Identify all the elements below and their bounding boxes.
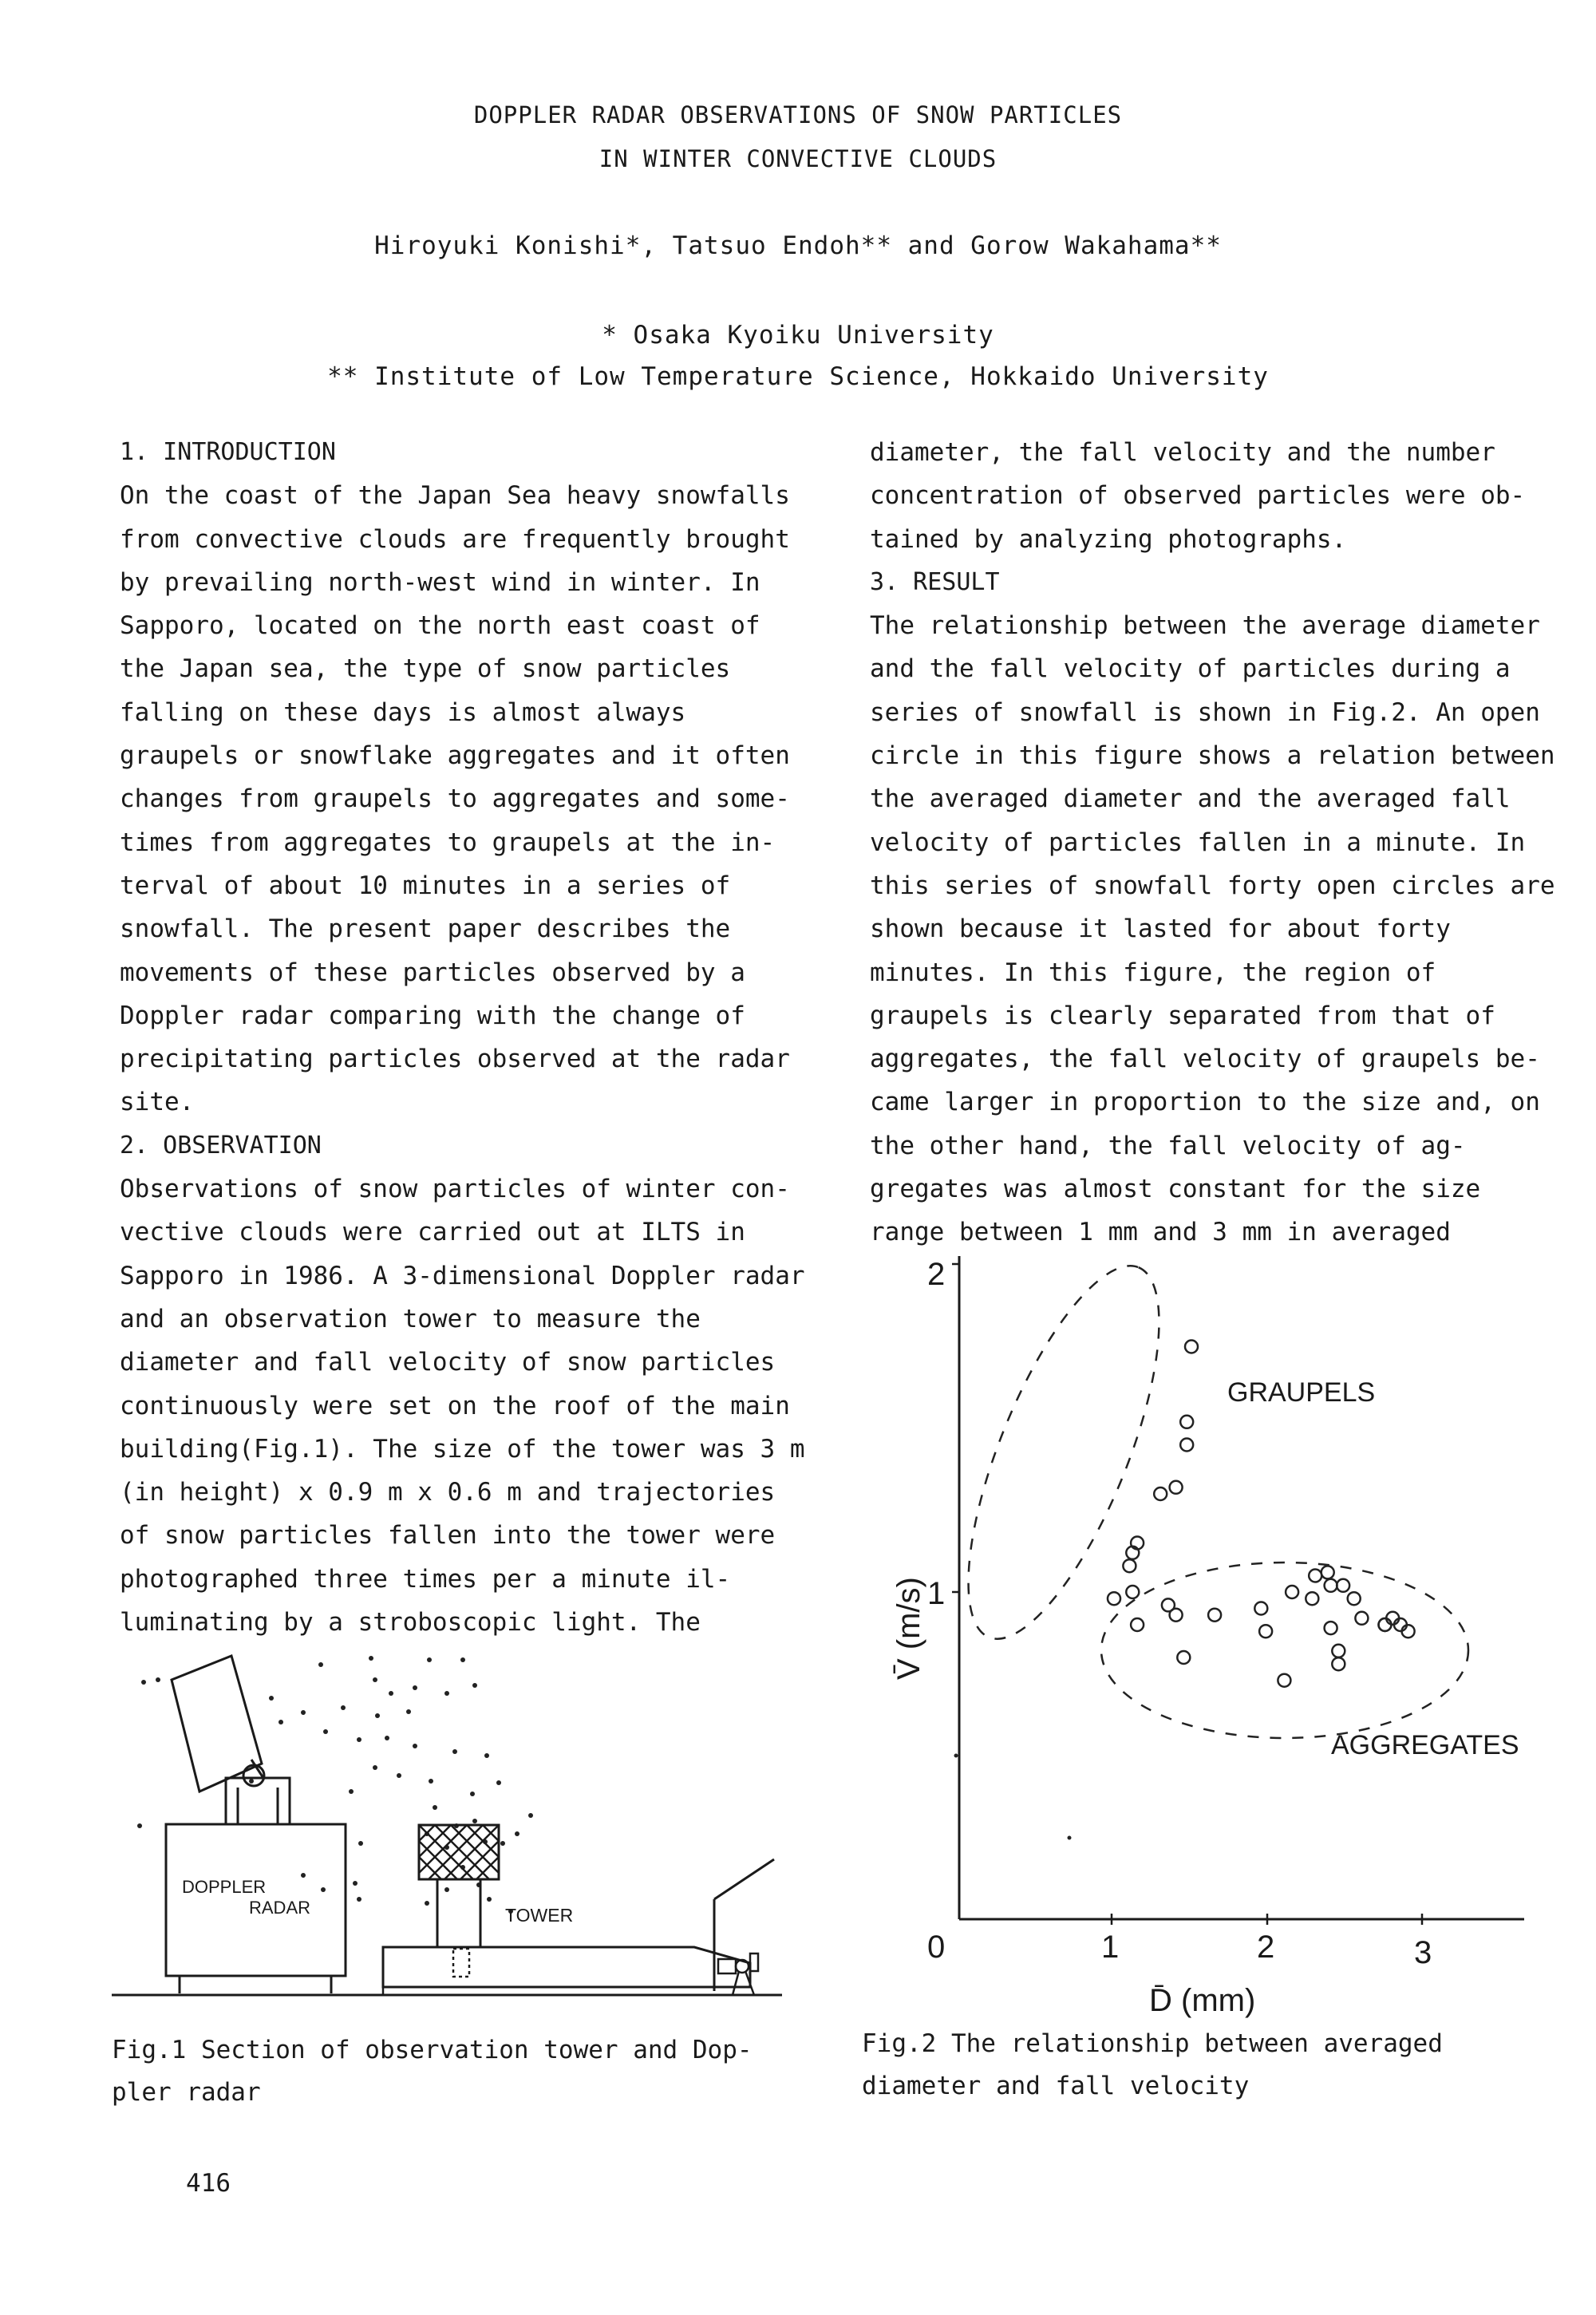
radar-antenna	[172, 1656, 290, 1824]
tower-label: TOWER	[505, 1905, 574, 1926]
result-heading: 3. RESULT	[870, 567, 1000, 596]
aggregates-point	[1170, 1609, 1183, 1622]
affiliation-2: ** Institute of Low Temperature Science, Hokkaido University	[327, 362, 1269, 391]
aggregates-point	[1306, 1592, 1318, 1605]
page-number: 416	[186, 2169, 231, 2198]
text-line: precipitating particles observed at the radar	[120, 1045, 790, 1074]
figure2-chart	[870, 1245, 1548, 2027]
graupels-point	[1185, 1341, 1198, 1353]
graupels-point	[1170, 1481, 1183, 1494]
text-line: vective clouds were carried out at ILTS in	[120, 1218, 745, 1247]
text-line: aggregates, the fall velocity of graupels be-	[870, 1045, 1540, 1074]
text-line: diameter, the fall velocity and the number	[870, 438, 1495, 467]
x-tick-label: 1	[1101, 1930, 1120, 1965]
observation-heading: 2. OBSERVATION	[120, 1131, 322, 1159]
graupels-point	[1123, 1559, 1136, 1572]
text-line: Doppler radar comparing with the change of	[120, 1001, 745, 1030]
figure1-caption	[112, 2029, 814, 2114]
text-line: Sapporo, located on the north east coast of	[120, 611, 760, 641]
text-line: and the fall velocity of particles during a	[870, 654, 1511, 684]
text-line: range between 1 mm and 3 mm in averaged	[870, 1218, 1451, 1247]
text-line: movements of these particles observed by a	[120, 958, 745, 987]
aggregates-point	[1309, 1570, 1321, 1582]
figure2-caption-line2: diameter and fall velocity	[862, 2072, 1250, 2100]
text-line: circle in this figure shows a relation between	[870, 741, 1555, 771]
graupels-point	[1180, 1439, 1193, 1452]
text-line: tained by analyzing photographs.	[870, 524, 1347, 554]
text-line: changes from graupels to aggregates and some-	[120, 784, 790, 814]
x-axis-label: D̄ (mm)	[1149, 1983, 1256, 2018]
text-line: continuously were set on the roof of the main	[120, 1391, 790, 1420]
text-line: building(Fig.1). The size of the tower was 3 m	[120, 1434, 805, 1464]
radar-label-line2: RADAR	[249, 1898, 311, 1918]
aggregates-point	[1321, 1566, 1334, 1578]
left-column	[120, 431, 814, 1644]
text-line: velocity of particles fallen in a minute. In	[870, 828, 1526, 857]
text-line: Observations of snow particles of winter con-	[120, 1175, 790, 1204]
y-axis-label: V̄ (m/s)	[891, 1577, 926, 1680]
aggregates-point	[1254, 1602, 1267, 1615]
graupels-point	[1126, 1586, 1139, 1598]
figure2-caption-line1: Fig.2 The relationship between averaged	[862, 2029, 1443, 2058]
y-tick-label: 2	[927, 1257, 946, 1292]
text-line: concentration of observed particles were ob-	[870, 481, 1526, 511]
paper-title-line1: DOPPLER RADAR OBSERVATIONS OF SNOW PARTICLES	[473, 101, 1123, 128]
chart-axes	[952, 1256, 1524, 1925]
x-tick-label: 3	[1414, 1935, 1432, 1970]
aggregates-point	[1259, 1625, 1272, 1637]
text-line: minutes. In this figure, the region of	[870, 958, 1436, 987]
observation-text	[120, 1167, 814, 1644]
text-line: the other hand, the fall velocity of ag-	[870, 1131, 1466, 1160]
text-line: times from aggregates to graupels at the in-	[120, 828, 776, 857]
text-line: graupels is clearly separated from that of	[870, 1001, 1495, 1030]
aggregates-point	[1177, 1651, 1190, 1664]
aggregates-point	[1337, 1579, 1349, 1592]
figure2-caption	[862, 2023, 1580, 2108]
text-line: and an observation tower to measure the	[120, 1304, 701, 1333]
aggregates-point	[1131, 1618, 1144, 1631]
aggregates-point	[1348, 1592, 1361, 1605]
graupels-point	[1108, 1592, 1120, 1605]
authors: Hiroyuki Konishi*, Tatsuo Endoh** and Gorow Wakahama**	[374, 231, 1222, 260]
text-line: this series of snowfall forty open circles are	[870, 871, 1555, 900]
x-tick-label: 0	[927, 1930, 946, 1965]
figure1-caption-line2: pler radar	[112, 2078, 261, 2107]
graupels-region	[930, 1245, 1198, 1661]
figure1-diagram	[112, 1636, 814, 2011]
graupels-point	[1154, 1487, 1167, 1500]
aggregates-label: AGGREGATES	[1331, 1730, 1519, 1760]
text-line: The relationship between the average diameter	[870, 611, 1540, 641]
aggregates-point	[1332, 1645, 1345, 1657]
text-line: gregates was almost constant for the size	[870, 1175, 1481, 1204]
radar-housing	[166, 1824, 346, 1993]
aggregates-point	[1325, 1622, 1337, 1634]
figure1-caption-line1: Fig.1 Section of observation tower and Dop-	[112, 2036, 753, 2064]
observation-tower	[419, 1825, 573, 1977]
text-line: On the coast of the Japan Sea heavy snowfalls	[120, 481, 790, 511]
text-line: came larger in proportion to the size and, on	[870, 1088, 1540, 1117]
text-line: site.	[120, 1088, 195, 1117]
text-line: series of snowfall is shown in Fig.2. An open	[870, 697, 1540, 727]
text-line: terval of about 10 minutes in a series of	[120, 871, 731, 900]
text-line: from convective clouds are frequently brought	[120, 524, 790, 554]
text-line: graupels or snowflake aggregates and it often	[120, 741, 790, 771]
aggregates-point	[1355, 1612, 1368, 1625]
x-tick-label: 2	[1257, 1930, 1275, 1965]
text-line: by prevailing north-west wind in winter. In	[120, 567, 760, 597]
aggregates-point	[1286, 1586, 1298, 1598]
y-tick-label: 1	[927, 1576, 946, 1611]
intro-heading: 1. INTRODUCTION	[120, 438, 336, 466]
text-line: Sapporo in 1986. A 3-dimensional Doppler radar	[120, 1261, 805, 1290]
region-outlines	[930, 1245, 1468, 1738]
paper-title-line2: IN WINTER CONVECTIVE CLOUDS	[598, 145, 998, 172]
aggregates-region	[1101, 1562, 1468, 1738]
text-line: photographed three times per a minute il-	[120, 1564, 731, 1594]
right-column	[870, 431, 1572, 1254]
aggregates-point	[1325, 1579, 1337, 1592]
text-line: shown because it lasted for about forty	[870, 915, 1451, 944]
text-line: snowfall. The present paper describes the	[120, 915, 731, 944]
text-line: the averaged diameter and the averaged fall	[870, 784, 1511, 814]
text-line: falling on these days is almost always	[120, 697, 686, 727]
affiliation-1: * Osaka Kyoiku University	[602, 321, 994, 350]
graupels-label: GRAUPELS	[1227, 1377, 1376, 1408]
text-line: (in height) x 0.9 m x 0.6 m and trajectories	[120, 1478, 776, 1507]
aggregates-point	[1278, 1674, 1290, 1687]
text-line: luminating by a stroboscopic light. The	[120, 1608, 701, 1637]
aggregates-point	[1332, 1657, 1345, 1670]
text-line: the Japan sea, the type of snow particles	[120, 654, 731, 684]
aggregates-point	[1208, 1609, 1221, 1622]
radar-label-line1: DOPPLER	[182, 1877, 267, 1897]
graupels-point	[1180, 1416, 1193, 1428]
text-line: of snow particles fallen into the tower were	[120, 1521, 776, 1551]
intro-text	[120, 474, 814, 1124]
text-line: diameter and fall velocity of snow particles	[120, 1348, 776, 1377]
stray-specks	[954, 1754, 1072, 1840]
